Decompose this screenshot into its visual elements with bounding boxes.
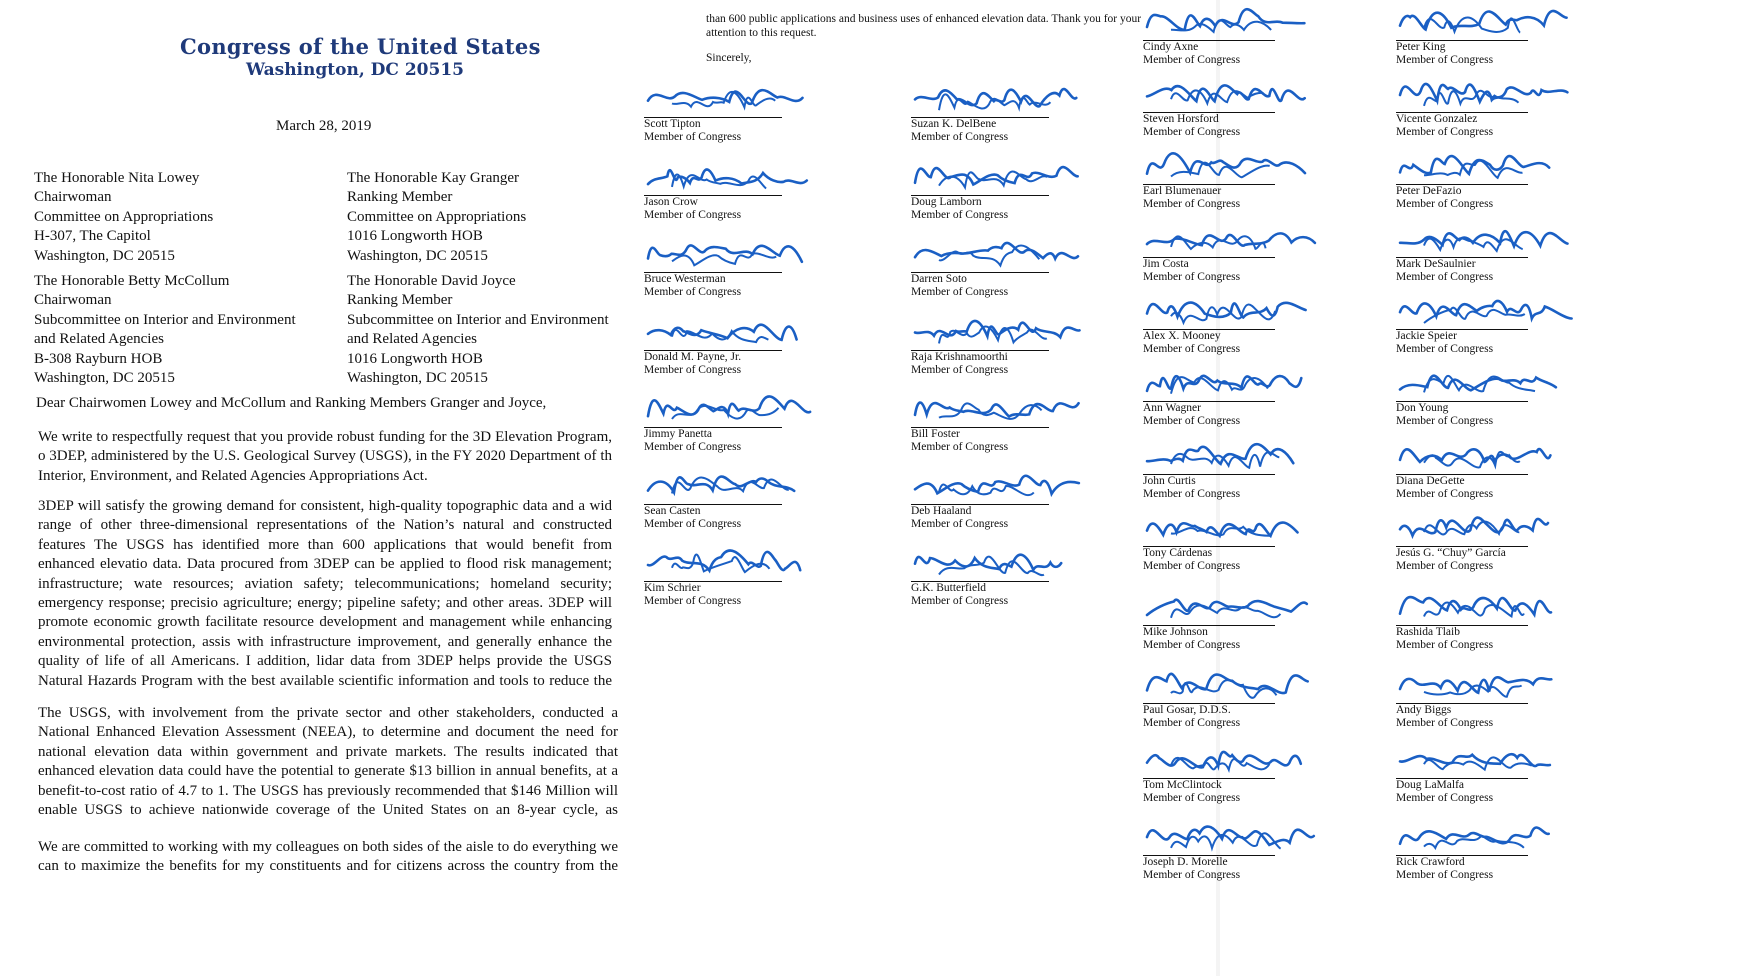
- signature-block: [911, 559, 1151, 679]
- signer-name: Cindy Axne: [1143, 41, 1199, 53]
- signer-name: Darren Soto: [911, 273, 967, 285]
- signer-name: Jesús G. “Chuy” García: [1396, 547, 1506, 559]
- addressee-line: Subcommittee on Interior and Environment: [34, 311, 296, 328]
- signer-name: Andy Biggs: [1396, 704, 1452, 716]
- signer-name: Rick Crawford: [1396, 856, 1465, 868]
- signature-stroke: [939, 484, 1034, 495]
- signer-title: Member of Congress: [1143, 415, 1241, 427]
- signer-title: Member of Congress: [1396, 343, 1494, 355]
- signature-stroke: [648, 325, 797, 340]
- handwritten-signature: [911, 147, 1071, 197]
- signer-title: Member of Congress: [1396, 271, 1494, 283]
- signature-stroke: [1147, 600, 1307, 615]
- signature-stroke: [915, 89, 1076, 106]
- signer-title: Member of Congress: [1143, 271, 1241, 283]
- handwritten-signature: [1143, 136, 1303, 186]
- signer-name: Earl Blumenauer: [1143, 185, 1222, 197]
- handwritten-signature: [1143, 655, 1303, 705]
- signer-title: Member of Congress: [1143, 717, 1241, 729]
- signer-name: Kim Schrier: [644, 582, 701, 594]
- signature-stroke: [1424, 836, 1524, 848]
- signer-name: Bill Foster: [911, 428, 960, 440]
- signature-stroke: [1147, 827, 1314, 845]
- addressee-line: Washington, DC 20515: [34, 247, 175, 264]
- handwritten-signature: [644, 379, 804, 429]
- handwritten-signature: [911, 533, 1071, 583]
- addressee-line: Chairwoman: [34, 189, 112, 206]
- signer-title: Member of Congress: [1396, 126, 1494, 138]
- signature-block: [644, 559, 884, 679]
- paragraph: We are committed to working with my colleagues on both sides of the aisle to do everything we can to maximize the benefits for my constituents and for citizens across the country from the: [38, 839, 618, 875]
- signer-title: Member of Congress: [911, 518, 1009, 530]
- signer-title: Member of Congress: [1143, 488, 1241, 500]
- signer-title: Member of Congress: [644, 364, 742, 376]
- signer-name: Diana DeGette: [1396, 475, 1465, 487]
- addressee-line: Washington, DC 20515: [347, 247, 488, 264]
- signature-stroke: [1147, 752, 1301, 768]
- signer-name: Rashida Tlaib: [1396, 626, 1460, 638]
- signer-title: Member of Congress: [1143, 639, 1241, 651]
- signer-name: Scott Tipton: [644, 118, 701, 130]
- handwritten-signature: [1396, 0, 1556, 42]
- handwritten-signature: [644, 302, 804, 352]
- handwritten-signature: [1396, 426, 1556, 476]
- signer-title: Member of Congress: [644, 286, 742, 298]
- paragraph: We write to respectfully request that you provide robust funding for the 3D Elevation Program, o 3DEP, administered by the U.S. Geological Survey (USGS), in the FY 2020 Department of th Interior, Environment, and Related Agencies Appropriations Act.: [38, 429, 612, 484]
- addressee-line: Ranking Member: [347, 292, 453, 309]
- handwritten-signature: [644, 533, 804, 583]
- handwritten-signature: [1143, 426, 1303, 476]
- signer-title: Member of Congress: [1396, 639, 1494, 651]
- addressee-line: The Honorable Nita Lowey: [34, 170, 200, 186]
- signer-name: Paul Gosar, D.D.S.: [1143, 704, 1231, 716]
- addressee-line: H-307, The Capitol: [34, 228, 151, 245]
- signer-name: Mike Johnson: [1143, 626, 1208, 638]
- signer-name: Peter DeFazio: [1396, 185, 1462, 197]
- signer-name: Jason Crow: [644, 196, 698, 208]
- closing: Sincerely,: [706, 52, 752, 64]
- handwritten-signature: [1143, 807, 1303, 857]
- signer-title: Member of Congress: [911, 364, 1009, 376]
- signer-name: Mark DeSaulnier: [1396, 258, 1476, 270]
- signer-name: Donald M. Payne, Jr.: [644, 351, 742, 363]
- handwritten-signature: [1396, 730, 1556, 780]
- signer-name: Steven Horsford: [1143, 113, 1219, 125]
- handwritten-signature: [1143, 498, 1303, 548]
- addressee-line: The Honorable David Joyce: [347, 273, 516, 289]
- handwritten-signature: [1396, 281, 1556, 331]
- signer-title: Member of Congress: [911, 441, 1009, 453]
- letterhead-title: Congress of the United States: [180, 34, 541, 59]
- signer-name: Tom McClintock: [1143, 779, 1222, 791]
- signature-stroke: [1147, 9, 1304, 30]
- addressee-line: 1016 Longworth HOB: [347, 228, 483, 245]
- signer-name: Sean Casten: [644, 505, 701, 517]
- signer-title: Member of Congress: [1143, 343, 1241, 355]
- paragraph: The USGS, with involvement from the private sector and other stakeholders, conducted a National Enhanced Elevation Assessment (NEEA), to determine and document the need for national elevation data within government and private markets. The results indicated that enhanced elevation data could have the potential to generate $13 billion in annual benefits, at a benefit-to-cost ratio of 4.7 to 1. The USGS has previously recommended that $146 Million will enable USGS to achieve nationwide coverage of the United States on an 8-year cycle, as: [38, 705, 618, 819]
- signer-title: Member of Congress: [1396, 198, 1494, 210]
- handwritten-signature: [1396, 64, 1556, 114]
- signer-title: Member of Congress: [1396, 560, 1494, 572]
- signer-name: Peter King: [1396, 41, 1446, 53]
- signature-stroke: [648, 396, 810, 416]
- signer-title: Member of Congress: [644, 441, 742, 453]
- handwritten-signature: [1143, 209, 1303, 259]
- signature-stroke: [672, 253, 776, 265]
- signature-stroke: [1147, 376, 1301, 391]
- signature-stroke: [648, 245, 802, 261]
- signature-stroke: [1171, 680, 1277, 698]
- letter-page-1: [0, 0, 690, 976]
- handwritten-signature: [1396, 209, 1556, 259]
- addressee-line: The Honorable Betty McCollum: [34, 273, 230, 289]
- signer-name: Jackie Speier: [1396, 330, 1457, 342]
- signer-name: Suzan K. DelBene: [911, 118, 997, 130]
- signer-name: Doug Lamborn: [911, 196, 982, 208]
- signer-name: Doug LaMalfa: [1396, 779, 1465, 791]
- handwritten-signature: [1143, 64, 1303, 114]
- addressee-line: and Related Agencies: [34, 331, 164, 348]
- handwritten-signature: [1396, 353, 1556, 403]
- signer-title: Member of Congress: [1143, 54, 1241, 66]
- handwritten-signature: [911, 379, 1071, 429]
- addressee-line: Committee on Appropriations: [34, 208, 214, 225]
- addressee-line: 1016 Longworth HOB: [347, 350, 483, 367]
- signer-title: Member of Congress: [911, 209, 1009, 221]
- signer-title: Member of Congress: [644, 595, 742, 607]
- handwritten-signature: [1396, 577, 1556, 627]
- signer-name: Bruce Westerman: [644, 273, 726, 285]
- signer-title: Member of Congress: [1396, 869, 1494, 881]
- signer-name: Ann Wagner: [1143, 402, 1201, 414]
- signer-name: G.K. Butterfield: [911, 582, 987, 594]
- paragraph: 3DEP will satisfy the growing demand for consistent, high-quality topographic data and a wid range of other three-dimensional representations of the Nation’s natural and constructed features The USGS has identified more than 600 applications that would benefit from enhanced elevatio data. Data procured from 3DEP can be applied to flood risk management; infrastructure; wate resources; aviation safety; telecommunications; homeland security; emergency response; precisio agriculture; energy; pipeline safety; and other areas. 3DEP will promote economic growth facilitate resource development and management while enhancing environmental protection, assis with infrastructure improvement, and generally enhance the quality of life of all Americans. I addition, lidar data from 3DEP helps provide the USGS Natural Hazards Program with the best available scientific information and tools to reduce the: [38, 498, 612, 689]
- handwritten-signature: [1396, 655, 1556, 705]
- signature-block: [1396, 833, 1636, 953]
- addressee-block: [347, 272, 609, 388]
- handwritten-signature: [1143, 0, 1303, 42]
- handwritten-signature: [1143, 281, 1303, 331]
- addressee-line: and Related Agencies: [347, 331, 477, 348]
- addressee-line: Committee on Appropriations: [347, 208, 527, 225]
- handwritten-signature: [1396, 136, 1556, 186]
- addressee-line: Washington, DC 20515: [34, 370, 175, 387]
- signature-stroke: [1400, 827, 1549, 843]
- handwritten-signature: [1143, 353, 1303, 403]
- signature-stroke: [1147, 674, 1308, 693]
- salutation: Dear Chairwomen Lowey and McCollum and Ranking Members Granger and Joyce,: [36, 395, 547, 411]
- letter-date: March 28, 2019: [276, 118, 372, 134]
- handwritten-signature: [1396, 807, 1556, 857]
- signer-name: Raja Krishnamoorthi: [911, 351, 1008, 363]
- signature-stroke: [1171, 305, 1275, 323]
- signature-stroke: [1400, 449, 1550, 462]
- signer-title: Member of Congress: [911, 131, 1009, 143]
- signer-name: Don Young: [1396, 402, 1449, 414]
- signer-name: Vicente Gonzalez: [1396, 113, 1478, 125]
- handwritten-signature: [1143, 730, 1303, 780]
- addressee-line: The Honorable Kay Granger: [347, 170, 520, 186]
- signer-name: John Curtis: [1143, 475, 1196, 487]
- addressee-line: Chairwoman: [34, 292, 112, 309]
- signer-name: Tony Cárdenas: [1143, 547, 1213, 559]
- handwritten-signature: [644, 456, 804, 506]
- signer-name: Joseph D. Morelle: [1143, 856, 1228, 868]
- signer-title: Member of Congress: [644, 131, 742, 143]
- addressee-line: Subcommittee on Interior and Environment: [347, 311, 609, 328]
- letter-page-3: [1143, 0, 1745, 976]
- handwritten-signature: [1396, 498, 1556, 548]
- signature-stroke: [648, 551, 800, 571]
- handwritten-signature: [1143, 577, 1303, 627]
- addressee-line: Ranking Member: [347, 189, 453, 206]
- signer-title: Member of Congress: [911, 595, 1009, 607]
- signer-title: Member of Congress: [1143, 198, 1241, 210]
- signature-stroke: [915, 243, 1078, 259]
- signer-name: Jimmy Panetta: [644, 428, 713, 440]
- signer-name: Jim Costa: [1143, 258, 1189, 270]
- signature-stroke: [915, 167, 1078, 184]
- handwritten-signature: [644, 69, 804, 119]
- signer-title: Member of Congress: [1396, 415, 1494, 427]
- signature-stroke: [1424, 452, 1520, 468]
- signer-name: Alex X. Mooney: [1143, 330, 1221, 342]
- addressee-line: B-308 Rayburn HOB: [34, 350, 163, 367]
- signer-title: Member of Congress: [1396, 717, 1494, 729]
- signature-stroke: [1400, 376, 1556, 391]
- handwritten-signature: [644, 224, 804, 274]
- signature-stroke: [648, 170, 807, 185]
- signer-title: Member of Congress: [1143, 126, 1241, 138]
- signer-title: Member of Congress: [911, 286, 1009, 298]
- signer-title: Member of Congress: [1396, 488, 1494, 500]
- letterhead-subtitle: Washington, DC 20515: [246, 60, 464, 80]
- letter-page-2: [644, 0, 1220, 976]
- signer-name: Deb Haaland: [911, 505, 972, 517]
- signer-title: Member of Congress: [644, 209, 742, 221]
- signer-title: Member of Congress: [1143, 792, 1241, 804]
- signer-title: Member of Congress: [644, 518, 742, 530]
- handwritten-signature: [911, 69, 1071, 119]
- signer-title: Member of Congress: [1143, 560, 1241, 572]
- signature-stroke: [1147, 153, 1305, 173]
- signer-title: Member of Congress: [1143, 869, 1241, 881]
- signature-block: [1143, 833, 1383, 953]
- addressee-line: Washington, DC 20515: [347, 370, 488, 387]
- handwritten-signature: [644, 147, 804, 197]
- continuation-text: than 600 public applications and business uses of enhanced elevation data. Thank you for your attention to this request.: [706, 13, 1142, 39]
- signature-stroke: [915, 321, 1080, 337]
- addressee-block: [34, 169, 213, 266]
- signer-title: Member of Congress: [1396, 54, 1494, 66]
- signer-title: Member of Congress: [1396, 792, 1494, 804]
- handwritten-signature: [911, 224, 1071, 274]
- addressee-block: [34, 272, 296, 388]
- addressee-block: [347, 169, 526, 266]
- handwritten-signature: [911, 456, 1071, 506]
- handwritten-signature: [911, 302, 1071, 352]
